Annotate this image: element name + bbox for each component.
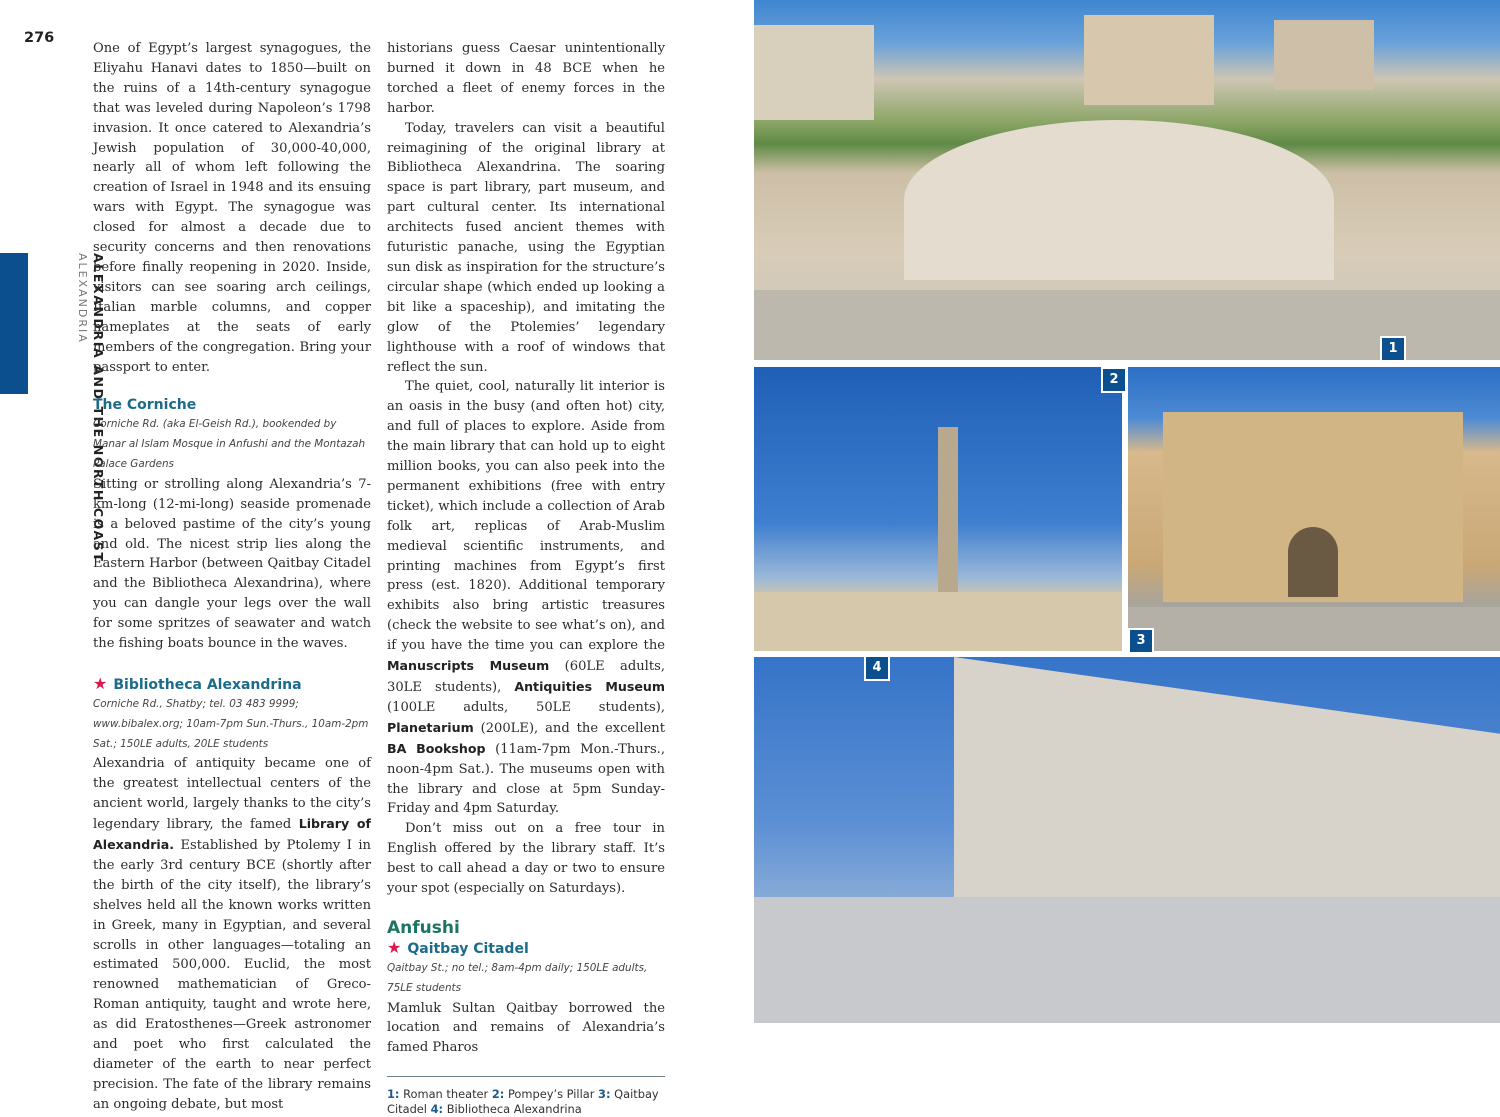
page-number: 276 xyxy=(24,30,55,46)
library-of-alexandria-bold: Library of Alexandria. xyxy=(93,816,371,852)
planetarium-bold: Planetarium xyxy=(387,719,474,735)
caption-divider xyxy=(387,1076,665,1077)
caption-number: 4: xyxy=(430,1102,444,1117)
paragraph: historians guess Caesar unintentionally burned it down in 48 BCE when he torched a fleet of enemy forces in the harbor. xyxy=(387,41,665,116)
ground xyxy=(1128,607,1500,651)
building xyxy=(1274,20,1374,90)
text-run: The quiet, cool, naturally lit interior is an oasis in the busy (and often hot) city, and full of places to explore. Aside from the main library that can hold up to eight million books, you can also peek into the permanent exhibitions (free with entry ticket), which include a collection of Arab folk art, replicas of Arab-Muslim medieval scientific instruments, and printing machines from Egypt’s first press (est. 1820). Additional temporary exhibits also bring artistic treasures (check the website to see what’s on), and if you have the time you can explore the xyxy=(387,379,665,654)
corniche-paragraph: Sitting or strolling along Alexandria’s 7-km-long (12-mi-long) seaside promenade is a beloved pastime of the city’s young and old. The nicest strip lies along the Eastern Harbor (between Qaitbay Citadel and the Bibliotheca Alexandrina), where you can dangle your legs over the wall for some spritzes of seawater and watch the fishing boats bounce in the waves. xyxy=(93,476,371,652)
qaitbay-title: Qaitbay Citadel xyxy=(407,940,529,957)
photo-qaitbay-citadel xyxy=(1128,367,1500,651)
building xyxy=(1084,15,1214,105)
corniche-info: Corniche Rd. (aka El-Geish Rd.), bookended by Manar al Islam Mosque in Anfushi and the Montazah Palace Gardens xyxy=(93,418,366,470)
photo-bibliotheca-alexandrina xyxy=(754,657,1500,1023)
text-run: (60LE adults, 30LE students), xyxy=(387,659,665,695)
ba-bookshop-bold: BA Bookshop xyxy=(387,740,486,756)
text-column-1 xyxy=(93,39,371,1115)
synagogue-paragraph: One of Egypt’s largest synagogues, the Eliyahu Hanavi dates to 1850—built on the ruins of a 14th-century synagogue that was leveled during Napoleon’s 1798 invasion. It once catered to Alexandria’s Jewish population of 30,000-40,000, nearly all of whom left following the creation of Israel in 1948 and its ensuing wars with Egypt. The synagogue was closed for almost a decade due to security concerns and then renovations before finally reopening in 2020. Inside, visitors can see soaring arch ceilings, Italian marble columns, and copper nameplates at the seats of early members of the congregation. Bring your passport to enter. xyxy=(93,41,371,375)
paragraph: Today, travelers can visit a beautiful reimagining of the original library at Bibliotheca Alexandrina. The soaring space is part library, part museum, and part cultural center. Its international architects fused ancient themes with futuristic panache, using the Egyptian sun disk as inspiration for the structure’s circular shape (which ended up looking a bit like a spaceship), and imitating the glow of the Ptolemies’ legendary lighthouse with a roof of windows that reflect the sun. xyxy=(387,120,665,375)
chapter-tab-text xyxy=(44,253,106,563)
photo-caption xyxy=(387,1087,665,1117)
text-run: (100LE adults, 50LE students), xyxy=(387,699,665,715)
caption-text: Pompey’s Pillar xyxy=(504,1087,599,1102)
text-column-2 xyxy=(387,39,665,1117)
building xyxy=(754,25,874,120)
text-run: (11am-7pm Mon.-Thurs., noon-4pm Sat.). The museums open with the library and close at 5pm Sunday-Friday and 4pm Saturday. xyxy=(387,741,665,817)
star-icon: ★ xyxy=(93,673,108,693)
paragraph: Don’t miss out on a free tour in English offered by the library staff. It’s best to call ahead a day or two to ensure your spot (especially on Saturdays). xyxy=(387,821,665,897)
photo-badge: 3 xyxy=(1128,628,1154,654)
photo-pompeys-pillar xyxy=(754,367,1122,651)
photo-badge: 4 xyxy=(864,655,890,681)
plaza xyxy=(754,897,1500,1023)
photo-badge: 2 xyxy=(1101,367,1127,393)
text-run: (200LE), and the excellent xyxy=(473,720,665,736)
bibliotheca-info: Corniche Rd., Shatby; tel. 03 483 9999; www.bibalex.org; 10am-7pm Sun.-Thurs., 10am-2pm Sat.; 150LE adults, 20LE students xyxy=(93,697,369,750)
anfushi-heading: Anfushi xyxy=(387,917,460,938)
manuscripts-museum-bold: Manuscripts Museum xyxy=(387,658,550,674)
text-run: Alexandria of antiquity became one of the greatest intellectual centers of the ancient world, largely thanks to the city’s legendary library, the famed xyxy=(93,756,371,833)
star-icon: ★ xyxy=(387,937,402,957)
antiquities-museum-bold: Antiquities Museum xyxy=(514,679,666,694)
paragraph xyxy=(387,377,665,819)
caption-text: Roman theater xyxy=(399,1087,492,1102)
bibliotheca-heading xyxy=(93,674,371,695)
caption-text: Bibliotheca Alexandrina xyxy=(443,1102,582,1117)
photo-badge: 1 xyxy=(1380,336,1406,362)
qaitbay-heading xyxy=(387,938,665,959)
bibliotheca-title: Bibliotheca Alexandrina xyxy=(113,676,302,693)
amphitheater xyxy=(904,120,1334,280)
photo-roman-theater xyxy=(754,0,1500,360)
text-run: Established by Ptolemy I in the early 3rd century BCE (shortly after the birth of the city itself), the library’s shelves held all the known works written in Greek, many in Egyptian, and several scrolls in other languages—totaling an estimated 500,000. Euclid, the most renowned mathematician of Greco-Roman antiquity, taught and wrote here, as did Eratosthenes—Greek astronomer and poet who first calculated the diameter of the earth to near perfect precision. The fate of the library remains an ongoing debate, but most xyxy=(93,837,371,1112)
caption-number: 2: xyxy=(491,1087,505,1102)
chapter-tab xyxy=(0,253,28,394)
ground xyxy=(754,592,1122,651)
chapter-title: ALEXANDRIA AND THE NORTH COAST xyxy=(91,253,106,563)
caption-number: 1: xyxy=(387,1087,400,1102)
section-title: ALEXANDRIA xyxy=(76,253,89,344)
caption-text: Qaitbay Citadel xyxy=(387,1087,659,1117)
bibliotheca-paragraph xyxy=(93,754,371,1114)
caption-number: 3: xyxy=(598,1087,611,1102)
qaitbay-info: Qaitbay St.; no tel.; 8am-4pm daily; 150LE adults, 75LE students xyxy=(387,961,648,994)
corniche-heading: The Corniche xyxy=(93,397,197,414)
gate xyxy=(1288,527,1338,597)
qaitbay-paragraph: Mamluk Sultan Qaitbay borrowed the location and remains of Alexandria’s famed Pharos xyxy=(387,1000,665,1056)
